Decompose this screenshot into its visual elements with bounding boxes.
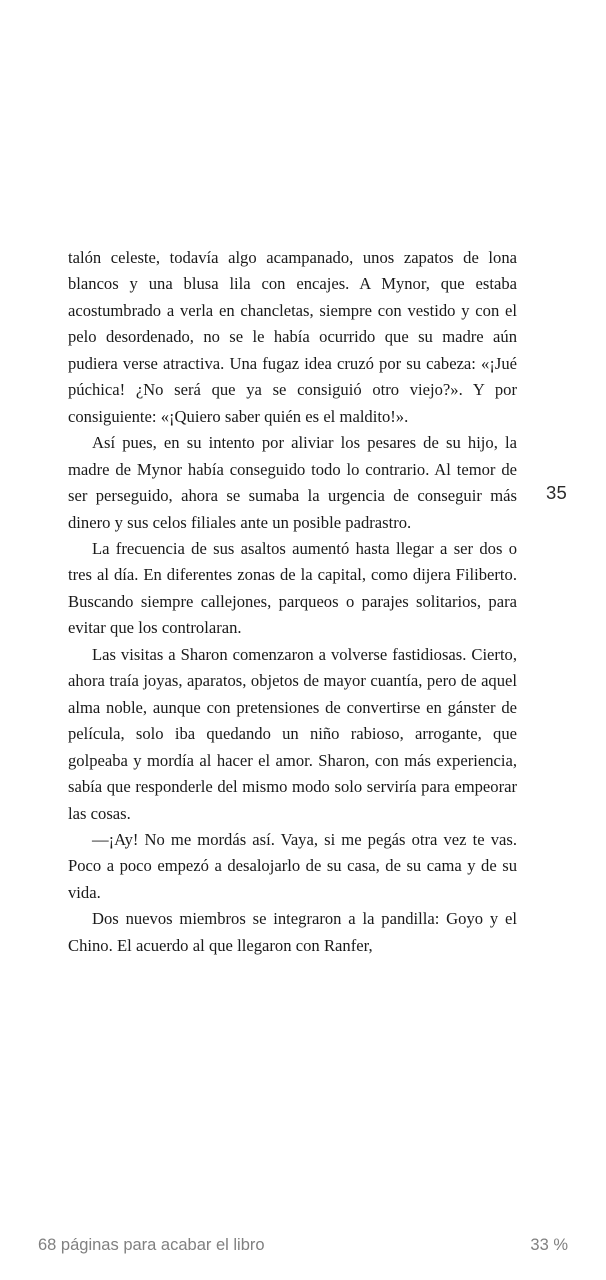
page-content-area[interactable] [0,245,606,1280]
paragraph: Las visitas a Sharon comenzaron a volverse fastidiosas. Cierto, ahora traía joyas, aparatos, objetos de mayor cuantía, pero de aquel alma noble, aunque con pretensiones de convertirse en gánster de película, solo iba quedando un niño rabioso, arrogante, que golpeaba y mordía al hacer el amor. Sharon, con más experiencia, sabía que responderle del mismo modo solo serviría para empeorar las cosas. [68,644,517,823]
page-number: 35 [546,482,567,503]
paragraph: talón celeste, todavía algo acampanado, unos zapatos de lona blancos y una blusa lila con encajes. A Mynor, que estaba acostumbrado a verla en chancletas, siempre con vestido y con el pelo desordenado, no se le había ocurrido que su madre aún pudiera verse atractiva. Una fugaz idea cruzó por su cabeza: «¡Jué púchica! ¿No será que ya se consiguió otro viejo?». Y por consiguiente: «¡Quiero saber quién es el maldito!». [68,248,517,426]
progress-percent-label: 33 % [530,1235,568,1254]
page-top-margin [0,0,606,245]
paragraph: La frecuencia de sus asaltos aumentó hasta llegar a ser dos o tres al día. En diferentes zonas de la capital, como dijera Filiberto. Buscando siempre callejones, parqueos o parajes solitarios, para evitar que los controlaran. [68,538,517,638]
paragraph: Dos nuevos miembros se integraron a la pandilla: Goyo y el Chino. El acuerdo al que llegaron con Ranfer, [68,909,517,955]
body-text-column[interactable] [68,245,517,959]
paragraph: Así pues, en su intento por aliviar los pesares de su hijo, la madre de Mynor había conseguido todo lo contrario. Al temor de ser perseguido, ahora se sumaba la urgencia de conseguir más dinero y sus celos filiales ante un posible padrastro. [68,433,517,532]
status-bar [0,1210,606,1280]
paragraph-dialogue: —¡Ay! No me mordás así. Vaya, si me pegás otra vez te vas. Poco a poco empezó a desalojarlo de su casa, de su cama y de su vida. [68,829,517,902]
pages-remaining-label: 68 páginas para acabar el libro [38,1235,265,1254]
